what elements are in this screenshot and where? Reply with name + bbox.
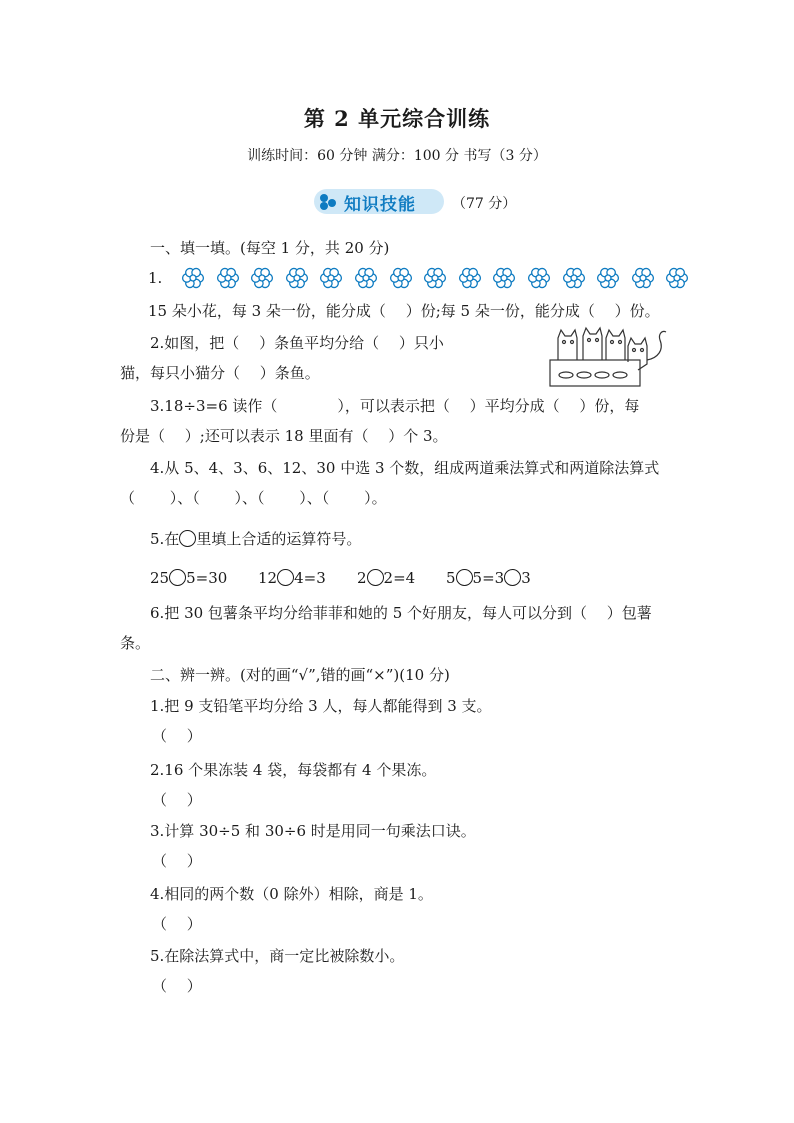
banner-score: （77 分）: [452, 196, 517, 212]
expr-operand: 25: [150, 569, 170, 587]
flower-icon: [458, 266, 482, 290]
flower-icon: [319, 266, 343, 290]
expression-3: [357, 569, 415, 587]
judge-item-answer[interactable]: （ ）: [152, 977, 202, 995]
flower-icon: [389, 266, 413, 290]
question-4-line1: 4.从 5、4、3、6、12、30 中选 3 个数，组成两道乘法算式和两道除法算式: [150, 459, 660, 477]
expr-operand: 12: [258, 569, 278, 587]
flower-icon: [631, 266, 655, 290]
judge-item-text: 1.把 9 支铅笔平均分给 3 人，每人都能得到 3 支。: [150, 697, 492, 715]
expr-result: 2=4: [383, 569, 416, 587]
judge-item-text: 5.在除法算式中，商一定比被除数小。: [150, 947, 405, 965]
page-title: 第 2 单元综合训练: [303, 106, 491, 131]
page-subtitle: 训练时间：60 分钟 满分：100 分 书写（3 分）: [247, 148, 547, 164]
judge-item-text: 2.16 个果冻装 4 袋，每袋都有 4 个果冻。: [150, 761, 437, 779]
question-5-text: [150, 528, 361, 549]
flower-icon: [285, 266, 309, 290]
question-2-line2: 猫，每只小猫分（ ）条鱼。: [120, 364, 320, 382]
section-banner: [314, 189, 444, 214]
banner-label: 知识技能: [344, 195, 416, 215]
flower-icon: [423, 266, 447, 290]
expression-1: [150, 569, 227, 587]
three-dots-icon: [318, 193, 338, 211]
cats-with-fish-illustration: [546, 320, 671, 390]
answer-circle[interactable]: [169, 569, 186, 586]
answer-circle[interactable]: [179, 530, 196, 547]
question-6-line2: 条。: [120, 634, 151, 652]
section-heading: 二、辨一辨。(对的画“√”,错的画“×”)(10 分): [150, 666, 450, 684]
question-5-prefix: 5.在: [150, 530, 180, 548]
flower-icon: [527, 266, 551, 290]
question-5-suffix: 里填上合适的运算符号。: [196, 530, 362, 548]
expression-2: [258, 569, 326, 587]
flower-icon: [665, 266, 689, 290]
expr-operand: 3: [521, 569, 531, 587]
flower-icon: [354, 266, 378, 290]
expr-operand: 2: [357, 569, 367, 587]
answer-circle[interactable]: [277, 569, 294, 586]
judge-item-answer[interactable]: （ ）: [152, 727, 202, 745]
judge-item-text: 3.计算 30÷5 和 30÷6 时是用同一句乘法口诀。: [150, 822, 476, 840]
question-3-line1: 3.18÷3=6 读作（ ），可以表示把（ ）平均分成（ ）份，每: [150, 397, 640, 415]
section-heading: 一、填一填。(每空 1 分，共 20 分): [150, 239, 390, 257]
answer-circle[interactable]: [367, 569, 384, 586]
expr-operand: 5: [446, 569, 456, 587]
question-1-text: 15 朵小花，每 3 朵一份，能分成（ ）份;每 5 朵一份，能分成（ ）份。: [148, 302, 660, 320]
judge-item-answer[interactable]: （ ）: [152, 852, 202, 870]
flower-row: [145, 266, 695, 292]
flower-icon: [216, 266, 240, 290]
expr-result: 5=3: [472, 569, 505, 587]
expr-result: 5=30: [186, 569, 228, 587]
judge-item-answer[interactable]: （ ）: [152, 791, 202, 809]
question-2-line1: 2.如图，把（ ）条鱼平均分给（ ）只小: [150, 334, 444, 352]
expression-4: [446, 569, 531, 587]
question-number: 1.: [148, 269, 163, 287]
judge-item-answer[interactable]: （ ）: [152, 915, 202, 933]
flower-icon: [492, 266, 516, 290]
question-3-line2: 份是（ ）;还可以表示 18 里面有（ ）个 3。: [120, 427, 448, 445]
flower-icon: [250, 266, 274, 290]
question-4-line2: （ ）、（ ）、（ ）、（ ）。: [120, 489, 387, 507]
question-6-line1: 6.把 30 包薯条平均分给菲菲和她的 5 个好朋友，每人可以分到（ ）包薯: [150, 604, 652, 622]
flower-icon: [562, 266, 586, 290]
expr-result: 4=3: [294, 569, 326, 587]
answer-circle[interactable]: [504, 569, 521, 586]
answer-circle[interactable]: [456, 569, 473, 586]
flower-icon: [181, 266, 205, 290]
flower-icon: [596, 266, 620, 290]
judge-item-text: 4.相同的两个数（0 除外）相除，商是 1。: [150, 885, 433, 903]
